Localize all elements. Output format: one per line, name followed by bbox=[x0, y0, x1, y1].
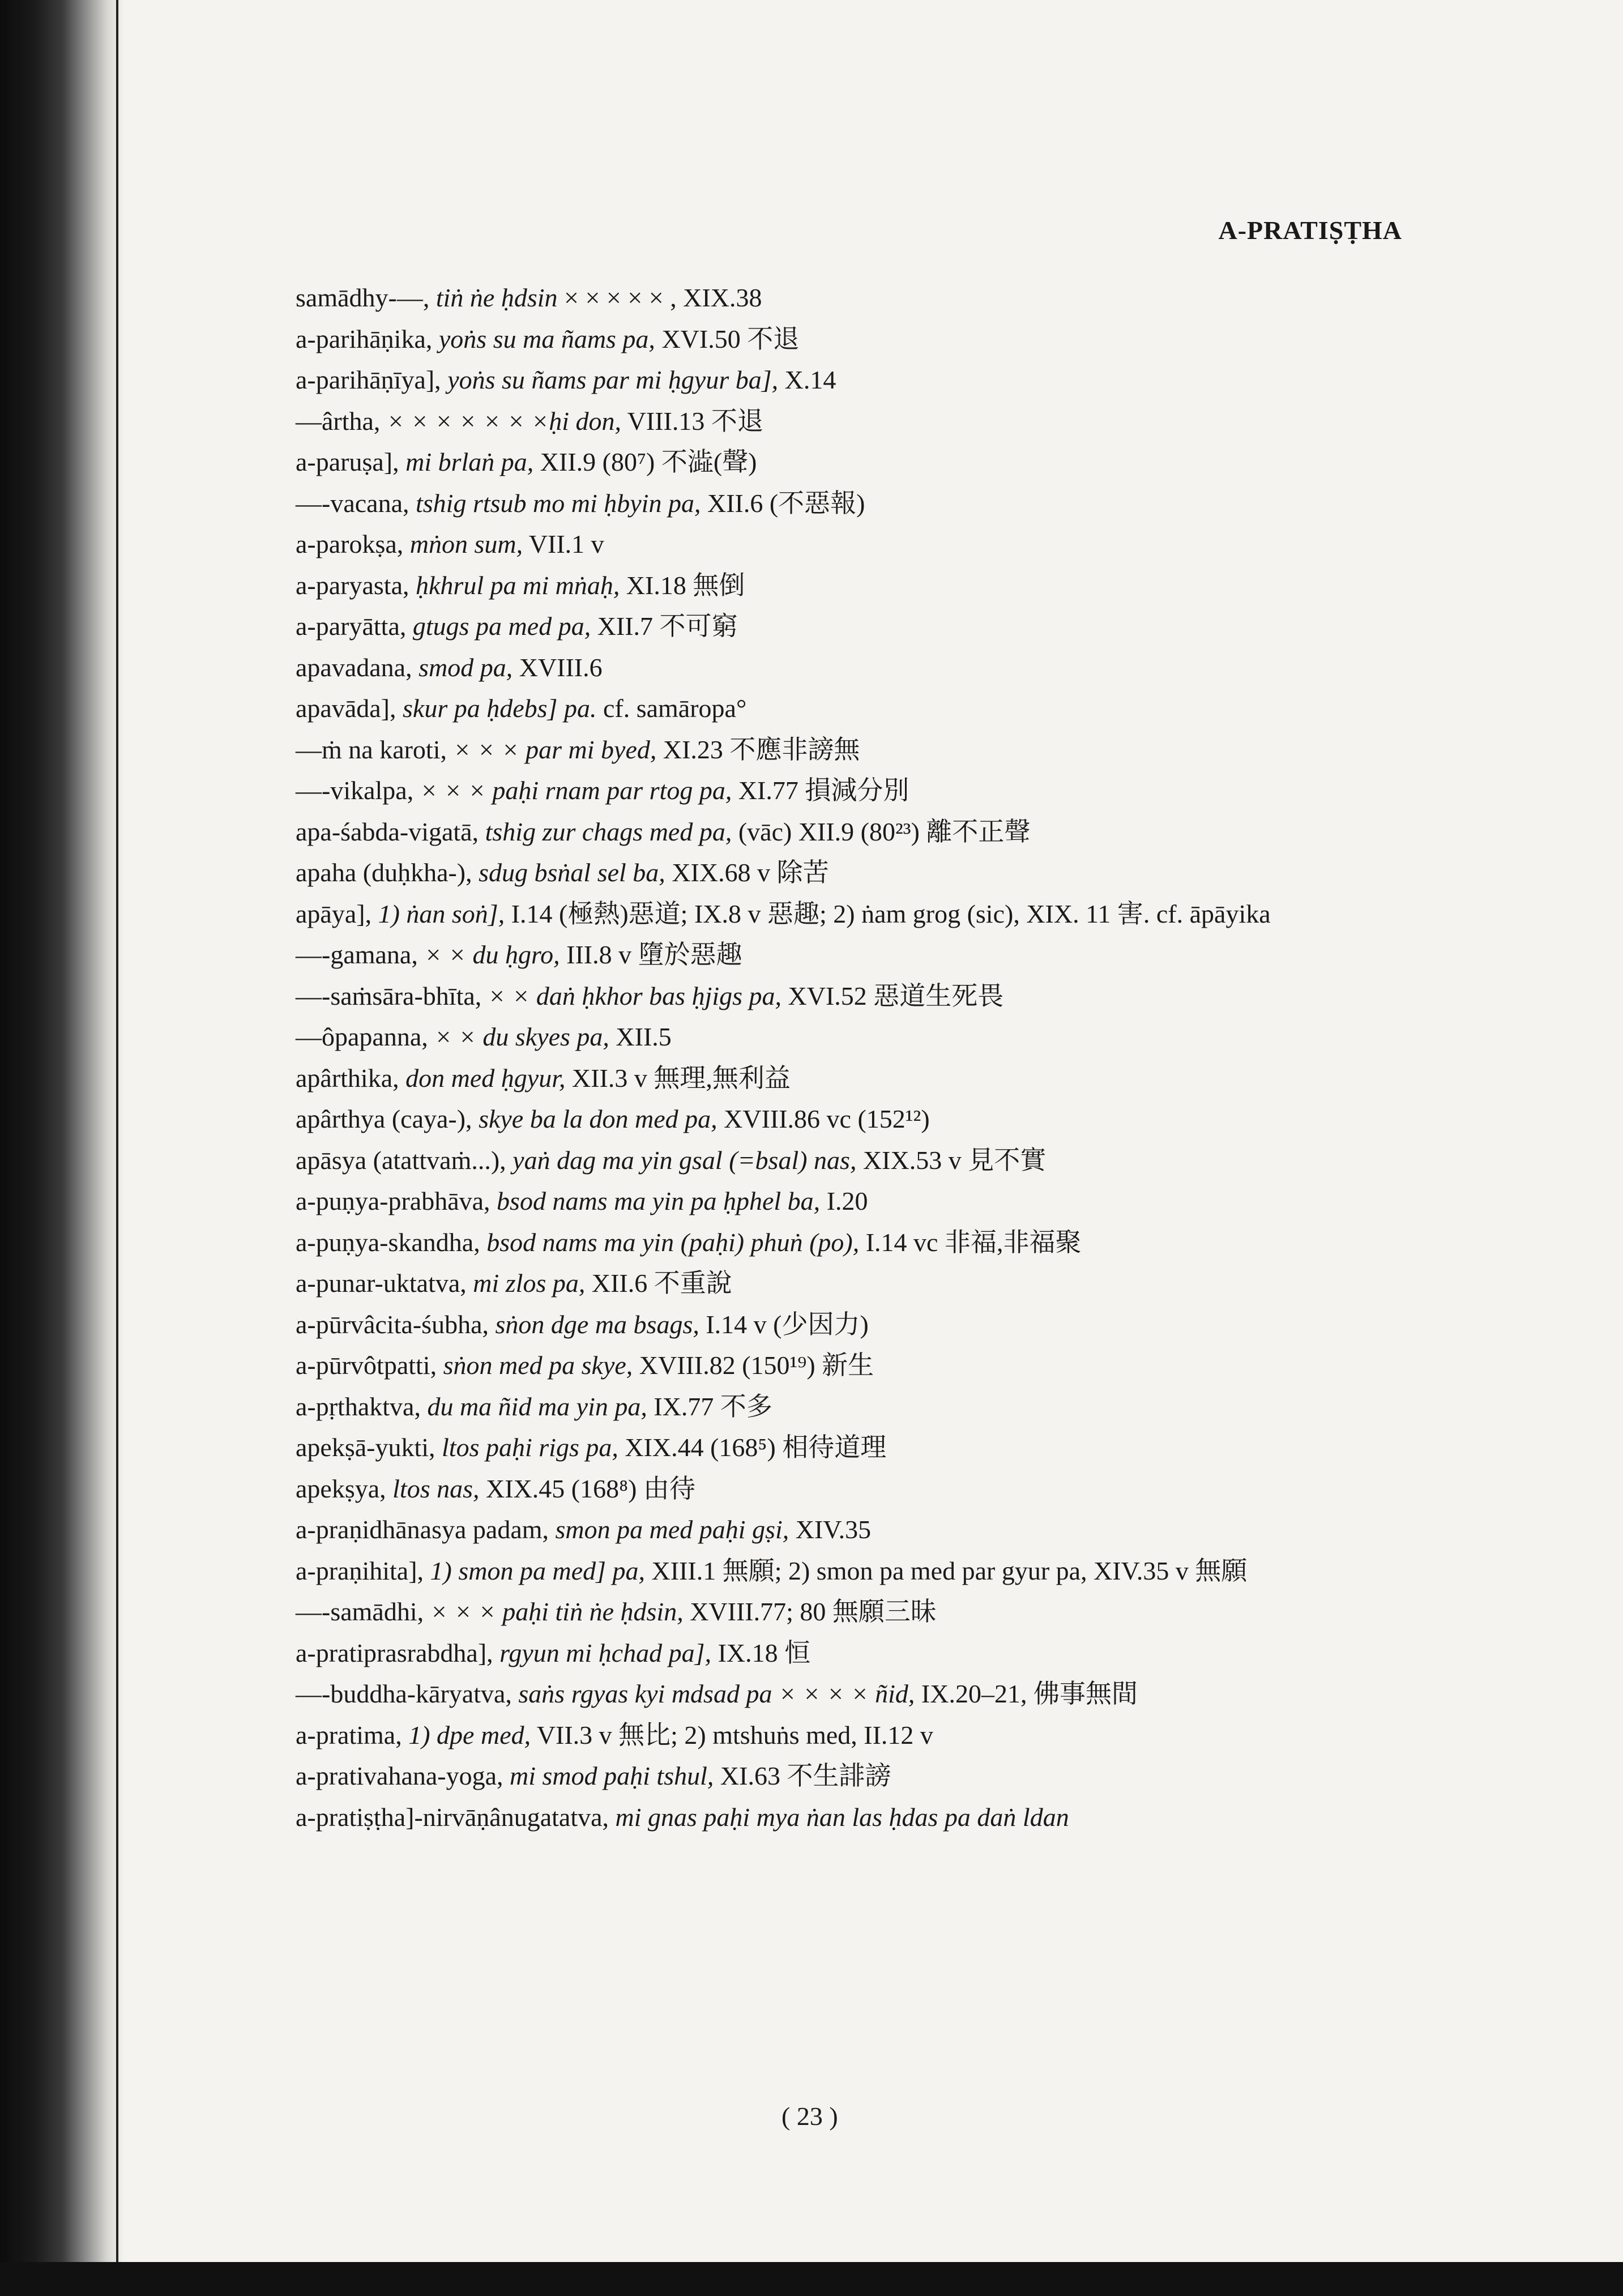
dictionary-entry bbox=[296, 852, 1423, 894]
entry-reference: XI.77 損減分別 bbox=[732, 776, 909, 805]
entry-term: a-paruṣa], bbox=[296, 447, 399, 476]
dictionary-entry bbox=[296, 401, 1423, 442]
entry-tibetan: mi gnas paḥi mya ṅan las ḥdas pa daṅ ldan bbox=[615, 1802, 1069, 1832]
dictionary-entry bbox=[296, 565, 1423, 607]
entry-reference: XVIII.82 (150¹⁹) 新生 bbox=[633, 1351, 874, 1380]
dictionary-entry bbox=[296, 1674, 1423, 1715]
entry-reference: XIII.1 無願; 2) smon pa med par gyur pa, XIV.35 v 無願 bbox=[645, 1556, 1248, 1585]
entry-tibetan: du ma ñid ma yin pa, bbox=[427, 1392, 647, 1421]
dictionary-entry bbox=[296, 1140, 1423, 1181]
entry-tibetan: tiṅ ṅe ḥdsin bbox=[435, 283, 558, 312]
entry-tibetan: sṅon med pa skye, bbox=[443, 1351, 633, 1380]
dictionary-entry bbox=[296, 319, 1423, 360]
dictionary-entry bbox=[296, 278, 1423, 319]
entry-tibetan: sṅon dge ma bsags, bbox=[495, 1309, 699, 1339]
entry-reference: XII.9 (80⁷) 不澁(聲) bbox=[533, 447, 757, 476]
dictionary-entry bbox=[296, 934, 1423, 976]
dictionary-entry bbox=[296, 1058, 1423, 1099]
entry-term: —-vacana, bbox=[296, 488, 409, 518]
entry-tibetan: skur pa ḥdebs] pa. bbox=[403, 694, 597, 723]
dictionary-entry bbox=[296, 1469, 1423, 1510]
entry-term: —ṁ na karoti, bbox=[296, 735, 447, 764]
entry-tibetan: skye ba la don med pa, bbox=[479, 1104, 717, 1133]
entry-reference: XVIII.86 vc (152¹²) bbox=[717, 1104, 930, 1133]
entry-term: a-pratiṣṭha]-nirvāṇânugatatva, bbox=[296, 1802, 609, 1832]
entry-tibetan: bsod nams ma yin pa ḥphel ba, bbox=[497, 1187, 821, 1215]
dictionary-entry bbox=[296, 1263, 1423, 1304]
entry-tibetan: yoṅs su ñams par mi ḥgyur ba], bbox=[447, 365, 779, 394]
book-binding-shadow bbox=[0, 0, 125, 2296]
dictionary-entry bbox=[296, 1756, 1423, 1797]
dictionary-entry bbox=[296, 1797, 1423, 1838]
entry-term: apavāda], bbox=[296, 694, 396, 723]
entry-tibetan: × × × paḥi tiṅ ṅe ḥdsin, bbox=[430, 1597, 684, 1626]
entry-reference: I.14 (極熱)惡道; IX.8 v 惡趣; 2) ṅam grog (sic), XIX. 11 害. cf. āpāyika bbox=[505, 899, 1271, 928]
entry-tibetan: × × daṅ ḥkhor bas ḥjigs pa, bbox=[488, 981, 782, 1010]
entry-reference: cf. samāropa° bbox=[596, 694, 747, 723]
entry-reference: III.8 v 墮於惡趣 bbox=[559, 940, 742, 969]
entry-reference: XII.6 不重說 bbox=[585, 1269, 732, 1298]
dictionary-entry bbox=[296, 1345, 1423, 1386]
entry-term: a-praṇidhānasya padam, bbox=[296, 1515, 549, 1544]
entry-term: a-paryātta, bbox=[296, 612, 407, 641]
dictionary-entry bbox=[296, 688, 1423, 729]
entry-reference: XII.6 (不惡報) bbox=[701, 488, 865, 518]
entry-tibetan: 1) smon pa med] pa, bbox=[430, 1556, 646, 1585]
entry-tibetan: smon pa med paḥi gṣi, bbox=[555, 1515, 789, 1544]
spine-edge bbox=[116, 0, 118, 2296]
entry-tibetan: × × du ḥgro, bbox=[424, 940, 560, 969]
entry-tibetan: 1) dpe med, bbox=[408, 1720, 531, 1749]
entry-term: a-pūrvâcita-śubha, bbox=[296, 1309, 489, 1339]
entry-term: apekṣya, bbox=[296, 1474, 386, 1503]
entry-reference: XIV.35 bbox=[789, 1515, 872, 1544]
entry-reference: VIII.13 不退 bbox=[621, 406, 763, 436]
entry-tibetan: mṅon sum, bbox=[409, 530, 523, 558]
entry-term: a-pratiprasrabdha], bbox=[296, 1638, 493, 1667]
entry-reference: VII.3 v 無比; 2) mtshuṅs med, II.12 v bbox=[531, 1720, 933, 1749]
entry-reference: XII.5 bbox=[609, 1022, 672, 1051]
entry-term: —-gamana, bbox=[296, 940, 418, 969]
entry-tibetan: mi brlaṅ pa, bbox=[405, 447, 534, 476]
dictionary-entry bbox=[296, 770, 1423, 812]
dictionary-entry bbox=[296, 606, 1423, 647]
entry-tibetan: bsod nams ma yin (paḥi) phuṅ (po), bbox=[486, 1227, 860, 1257]
entry-tibetan: × × × × × × ×ḥi don, bbox=[386, 406, 622, 436]
dictionary-entry bbox=[296, 976, 1423, 1017]
entry-reference: XIX.44 (168⁵) 相待道理 bbox=[618, 1433, 887, 1462]
entry-term: apa-śabda-vigatā, bbox=[296, 817, 479, 846]
entry-term: a-pūrvôtpatti, bbox=[296, 1351, 437, 1380]
dictionary-entry bbox=[296, 894, 1423, 935]
entry-term: a-pratima, bbox=[296, 1720, 402, 1749]
dictionary-entry bbox=[296, 1427, 1423, 1469]
entry-reference: XVIII.77; 80 無願三昧 bbox=[683, 1597, 937, 1626]
entry-tibetan: gtugs pa med pa, bbox=[412, 612, 591, 641]
entry-reference: (vāc) XII.9 (80²³) 離不正聲 bbox=[732, 817, 1031, 846]
entry-tibetan: sdug bsṅal sel ba, bbox=[479, 858, 665, 887]
entry-term: —ôpapanna, bbox=[296, 1022, 428, 1051]
dictionary-entry bbox=[296, 1304, 1423, 1346]
entry-term: a-parihāṇika, bbox=[296, 324, 433, 353]
entry-tibetan: × × du skyes pa, bbox=[434, 1022, 609, 1051]
entry-term: —ârtha, bbox=[296, 406, 381, 436]
dictionary-entry bbox=[296, 524, 1423, 565]
entry-term: a-puṇya-skandha, bbox=[296, 1227, 480, 1257]
entry-reference: XI.63 不生誹謗 bbox=[714, 1761, 891, 1790]
dictionary-entry bbox=[296, 1591, 1423, 1633]
entry-term: a-parokṣa, bbox=[296, 530, 404, 558]
entry-tibetan: smod pa, bbox=[418, 652, 513, 682]
entry-tibetan: tshig rtsub mo mi ḥbyin pa, bbox=[416, 488, 701, 518]
entry-term: —-buddha-kāryatva, bbox=[296, 1679, 512, 1708]
dictionary-entry bbox=[296, 1017, 1423, 1058]
entry-reference: XI.23 不應非謗無 bbox=[656, 735, 860, 764]
page-number: ( 23 ) bbox=[781, 2102, 838, 2131]
entry-reference: X.14 bbox=[778, 365, 836, 394]
entry-term: apârthya (caya-), bbox=[296, 1104, 472, 1133]
entry-reference: IX.20–21, 佛事無間 bbox=[915, 1679, 1138, 1708]
entry-reference: I.14 v (少因力) bbox=[699, 1309, 869, 1339]
dictionary-entries bbox=[296, 278, 1423, 1838]
entry-reference: XII.7 不可窮 bbox=[591, 612, 738, 641]
entry-reference: I.14 vc 非福,非福聚 bbox=[859, 1227, 1082, 1257]
entry-tibetan: tshig zur chags med pa, bbox=[485, 817, 732, 846]
entry-tibetan: × × × par mi byed, bbox=[453, 735, 657, 764]
running-header: A-PRATIṢṬHA bbox=[1218, 216, 1402, 245]
dictionary-entry bbox=[296, 647, 1423, 689]
entry-reference: I.20 bbox=[820, 1187, 868, 1215]
entry-tibetan: ḥkhrul pa mi mṅaḥ, bbox=[416, 570, 620, 600]
entry-reference: XIX.68 v 除苦 bbox=[665, 858, 829, 887]
entry-tibetan: 1) ṅan soṅ], bbox=[378, 899, 505, 928]
entry-term: apekṣā-yukti, bbox=[296, 1433, 435, 1462]
dictionary-entry bbox=[296, 442, 1423, 483]
dictionary-entry bbox=[296, 1551, 1423, 1592]
entry-reference: XVI.50 不退 bbox=[655, 324, 800, 353]
entry-reference: XVI.52 惡道生死畏 bbox=[781, 981, 1004, 1010]
entry-reference: XII.3 v 無理,無利益 bbox=[565, 1063, 791, 1092]
scan-bottom-edge bbox=[0, 2262, 1623, 2296]
dictionary-entry bbox=[296, 729, 1423, 771]
entry-term: apaha (duḥkha-), bbox=[296, 858, 472, 887]
entry-tibetan: don med ḥgyur, bbox=[405, 1063, 566, 1092]
entry-reference: IX.77 不多 bbox=[647, 1392, 772, 1421]
dictionary-entry bbox=[296, 1222, 1423, 1264]
entry-term: a-prativahana-yoga, bbox=[296, 1761, 503, 1790]
entry-reference: × × × × × , XIX.38 bbox=[557, 283, 762, 312]
entry-tibetan: mi smod paḥi tshul, bbox=[510, 1761, 714, 1790]
dictionary-entry bbox=[296, 1099, 1423, 1140]
dictionary-entry bbox=[296, 1386, 1423, 1428]
dictionary-entry bbox=[296, 812, 1423, 853]
entry-term: samādhy-—, bbox=[296, 283, 430, 312]
entry-term: a-pṛthaktva, bbox=[296, 1392, 421, 1421]
entry-term: —-saṁsāra-bhīta, bbox=[296, 981, 482, 1010]
entry-term: —-vikalpa, bbox=[296, 776, 414, 805]
entry-tibetan: saṅs rgyas kyi mdsad pa × × × × ñid, bbox=[518, 1679, 915, 1708]
entry-tibetan: ltos paḥi rigs pa, bbox=[442, 1433, 618, 1462]
entry-term: —-samādhi, bbox=[296, 1597, 424, 1626]
dictionary-entry bbox=[296, 360, 1423, 401]
entry-reference: XIX.45 (168⁸) 由待 bbox=[479, 1474, 695, 1503]
entry-tibetan: yaṅ dag ma yin gsal (=bsal) nas, bbox=[512, 1145, 857, 1175]
entry-term: apāsya (atattvaṁ...), bbox=[296, 1145, 506, 1175]
entry-tibetan: mi zlos pa, bbox=[473, 1269, 586, 1298]
entry-term: apavadana, bbox=[296, 652, 412, 682]
entry-tibetan: × × × paḥi rnam par rtog pa, bbox=[420, 776, 732, 805]
entry-term: a-paryasta, bbox=[296, 570, 409, 600]
dictionary-entry bbox=[296, 1181, 1423, 1222]
entry-tibetan: rgyun mi ḥchad pa], bbox=[499, 1638, 712, 1667]
entry-tibetan: yoṅs su ma ñams pa, bbox=[438, 324, 655, 353]
entry-reference: XIX.53 v 見不實 bbox=[856, 1145, 1047, 1175]
entry-term: a-punar-uktatva, bbox=[296, 1269, 467, 1298]
entry-term: apāya], bbox=[296, 899, 372, 928]
dictionary-entry bbox=[296, 483, 1423, 524]
entry-tibetan: ltos nas, bbox=[392, 1474, 480, 1503]
entry-term: a-praṇihita], bbox=[296, 1556, 424, 1585]
dictionary-entry bbox=[296, 1509, 1423, 1551]
entry-reference: IX.18 恒 bbox=[711, 1638, 811, 1667]
dictionary-entry bbox=[296, 1633, 1423, 1674]
entry-reference: VII.1 v bbox=[523, 530, 604, 558]
entry-term: a-parihāṇīya], bbox=[296, 365, 441, 394]
dictionary-entry bbox=[296, 1715, 1423, 1756]
entry-term: a-puṇya-prabhāva, bbox=[296, 1187, 490, 1215]
entry-reference: XI.18 無倒 bbox=[620, 570, 745, 600]
entry-reference: XVIII.6 bbox=[512, 652, 603, 682]
entry-term: apârthika, bbox=[296, 1063, 399, 1092]
